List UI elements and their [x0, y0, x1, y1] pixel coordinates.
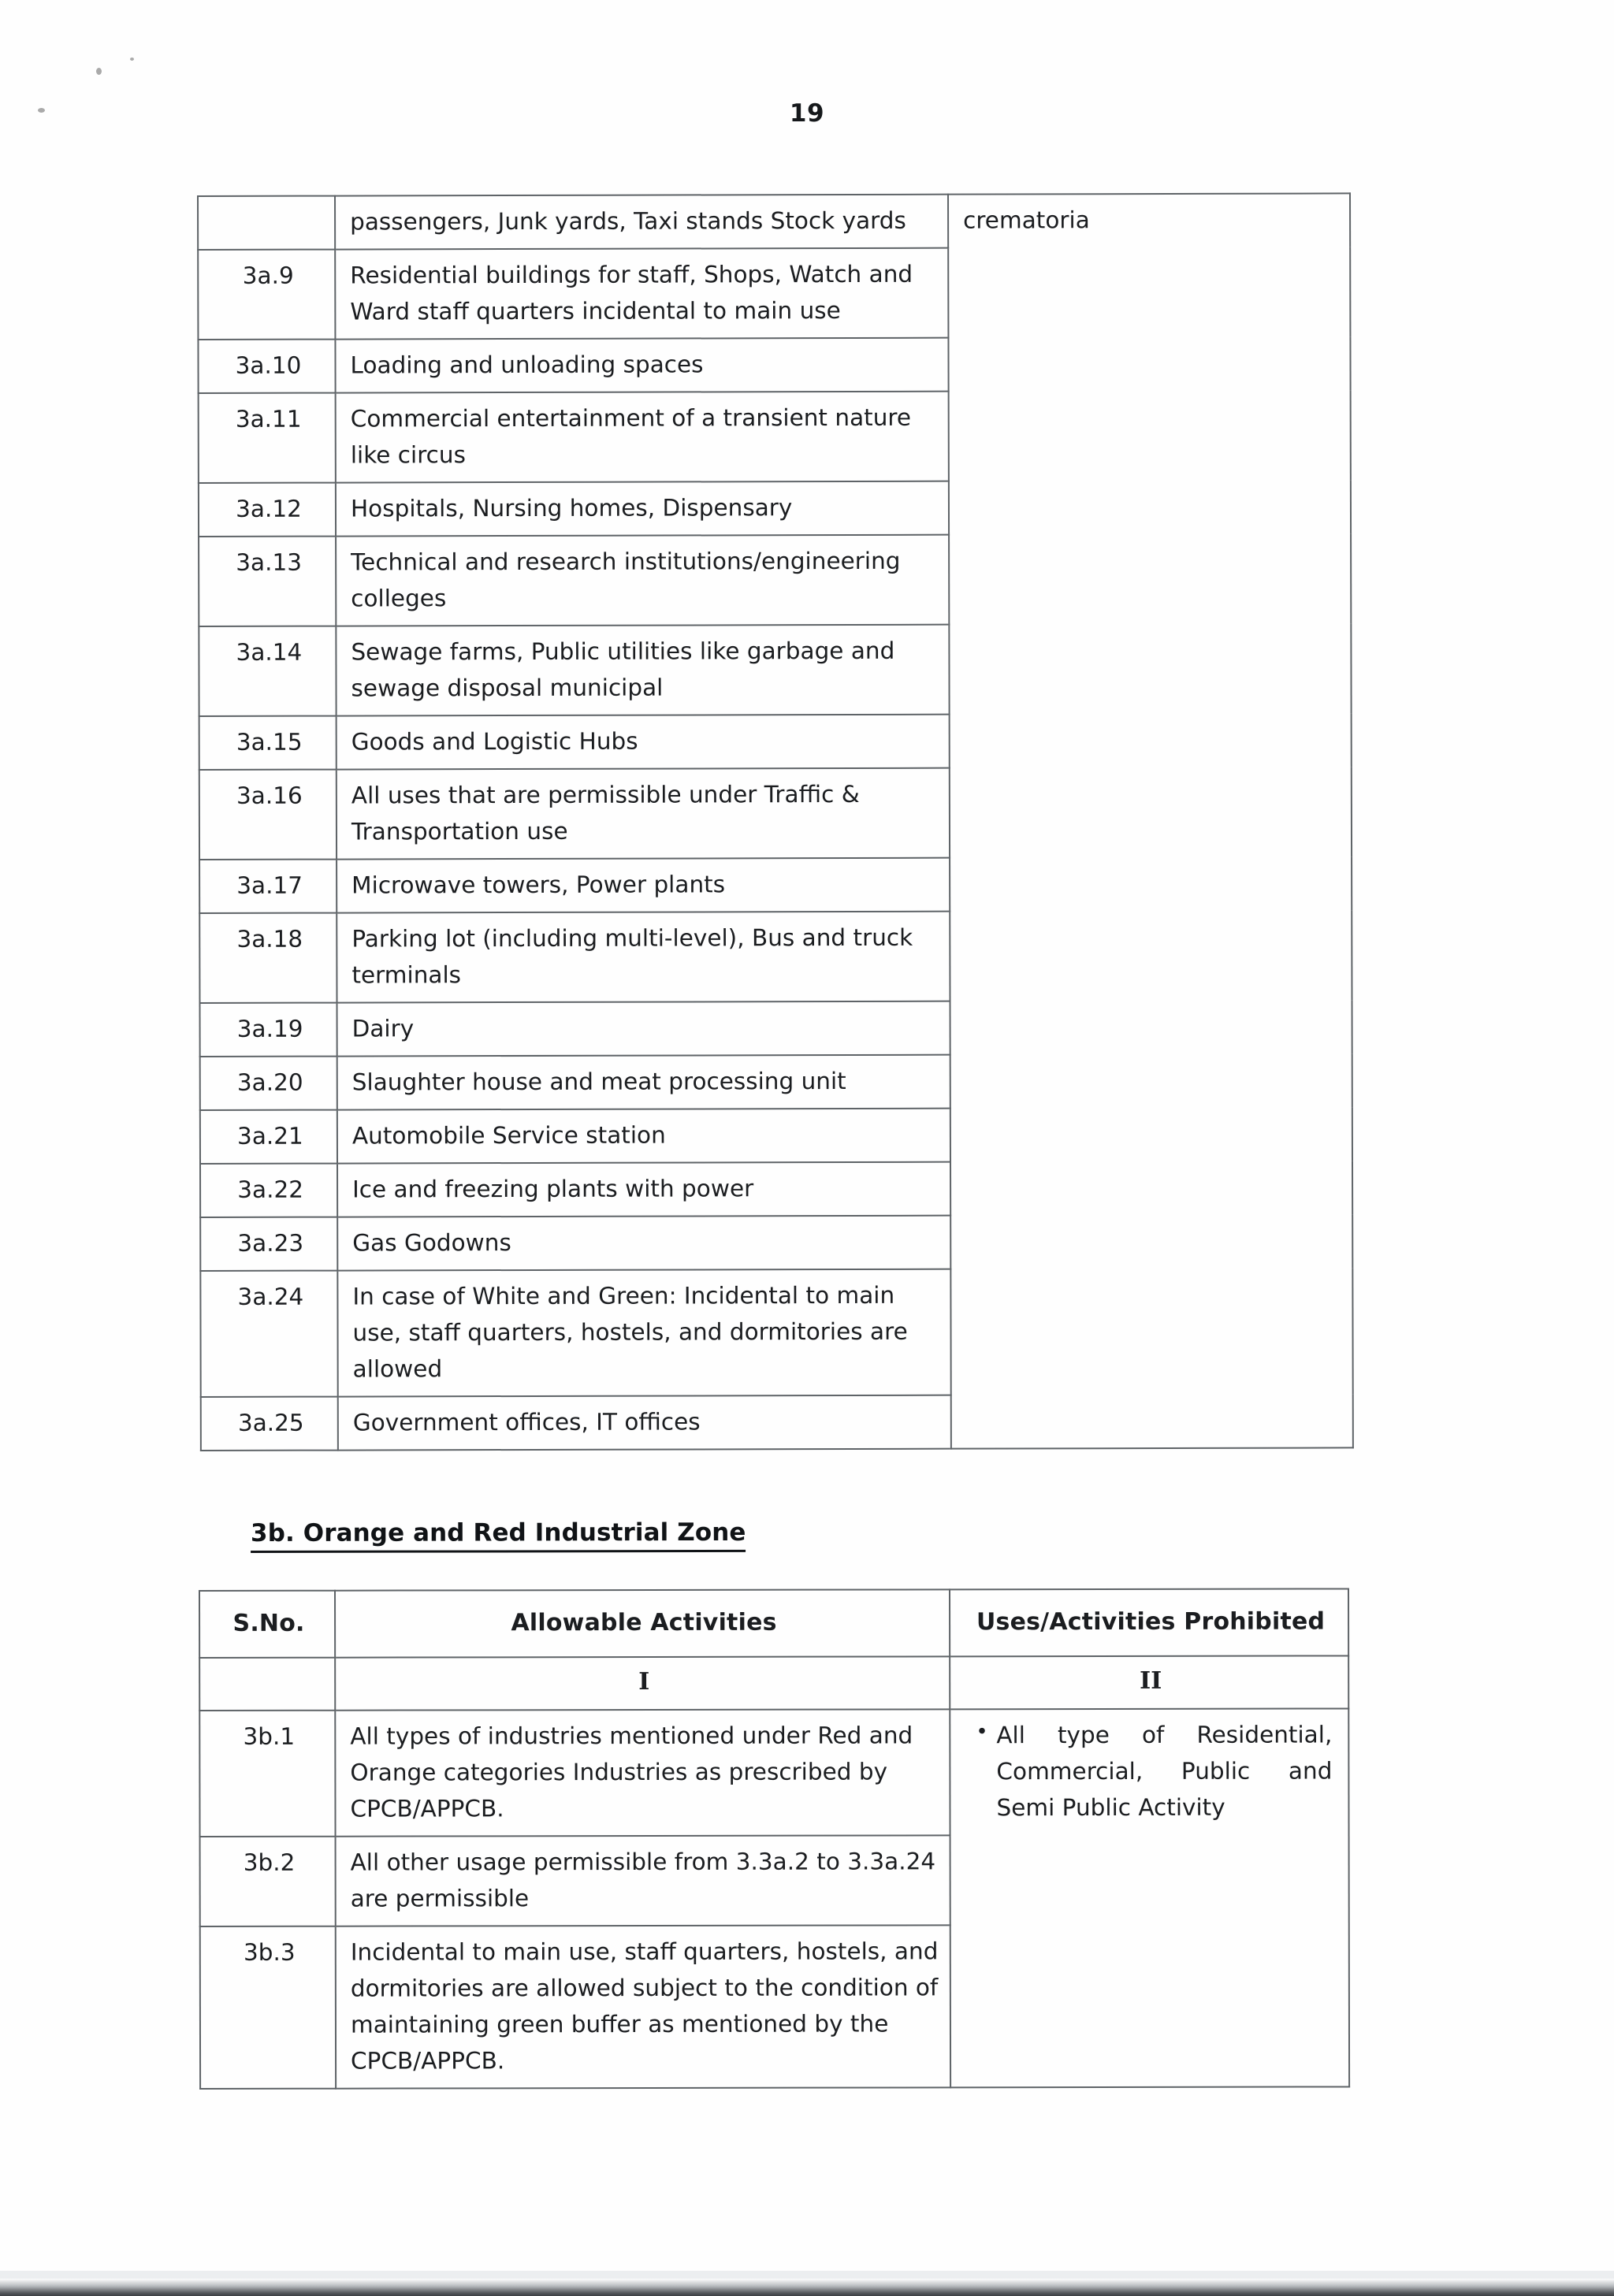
- activity-cell: All types of industries mentioned under Red and Orange categories Industries as prescribed by CPCB/APPCB.: [335, 1709, 950, 1836]
- activity-cell: Residential buildings for staff, Shops, Watch and Ward staff quarters incidental to main use: [335, 248, 948, 340]
- sno-cell: 3a.22: [200, 1164, 337, 1217]
- permissible-uses-table: [197, 192, 1354, 1451]
- sno-cell: 3a.16: [199, 770, 337, 860]
- table-row: [198, 193, 1350, 250]
- activity-cell: Slaughter house and meat processing unit: [337, 1055, 950, 1110]
- activity-cell: Technical and research institutions/engineering colleges: [336, 535, 949, 626]
- prohibited-cell: [950, 1708, 1349, 2087]
- column-header-prohibited: Uses/Activities Prohibited: [950, 1588, 1348, 1656]
- sno-cell: 3a.10: [198, 340, 335, 393]
- sno-cell: 3a.14: [199, 626, 336, 716]
- activity-cell: In case of White and Green: Incidental to main use, staff quarters, hostels, and dormitories are allowed: [337, 1269, 950, 1397]
- sno-cell: 3a.15: [199, 716, 337, 770]
- page-number: 19: [789, 99, 825, 128]
- activity-cell: Dairy: [337, 1001, 950, 1057]
- sno-cell: 3a.25: [201, 1397, 338, 1451]
- activity-cell: Commercial entertainment of a transient nature like circus: [336, 392, 949, 483]
- activity-cell: All other usage permissible from 3.3a.2 to 3.3a.24 are permissible: [336, 1835, 950, 1926]
- activity-cell: Sewage farms, Public utilities like garbage and sewage disposal municipal: [336, 625, 949, 716]
- scan-speck: [96, 68, 102, 75]
- sno-cell: 3a.12: [199, 483, 336, 537]
- sno-cell: 3a.13: [199, 537, 336, 626]
- activity-cell: Automobile Service station: [337, 1109, 950, 1164]
- list-item: • All type of Residential, Commercial, Public and Semi Public Activity: [996, 1716, 1332, 1826]
- sno-cell: 3a.11: [199, 393, 336, 483]
- sno-cell: 3a.21: [200, 1110, 337, 1164]
- table-header-row: [199, 1588, 1348, 1657]
- scan-edge-dark: [0, 2279, 1614, 2296]
- prohibited-cell: crematoria: [948, 193, 1353, 1449]
- activity-cell: All uses that are permissible under Traffic & Transportation use: [337, 768, 950, 860]
- roman-numeral-row: [199, 1655, 1348, 1710]
- sno-cell: 3a.23: [200, 1217, 337, 1271]
- sno-cell: 3a.24: [200, 1271, 337, 1397]
- sno-cell: 3a.18: [199, 913, 337, 1003]
- prohibited-list: [965, 1716, 1337, 1826]
- sno-cell: 3b.1: [199, 1710, 335, 1836]
- activity-cell: Government offices, IT offices: [338, 1395, 951, 1451]
- roman-numeral-allowable: I: [335, 1656, 950, 1710]
- sno-cell: 3a.9: [198, 250, 335, 340]
- sno-cell: 3a.17: [199, 860, 337, 913]
- activity-cell: Microwave towers, Power plants: [337, 858, 950, 913]
- sno-cell: 3b.2: [200, 1836, 336, 1926]
- roman-numeral-prohibited: II: [950, 1655, 1348, 1709]
- activity-cell: passengers, Junk yards, Taxi stands Stock yards: [335, 195, 948, 250]
- activity-cell: Loading and unloading spaces: [335, 338, 948, 393]
- sno-cell: [198, 196, 335, 250]
- sno-cell: 3a.19: [200, 1003, 337, 1057]
- orange-red-industrial-zone-table: [199, 1588, 1350, 2089]
- table-row: [199, 1708, 1348, 1837]
- activity-cell: Goods and Logistic Hubs: [337, 715, 950, 770]
- scan-edge-light: [0, 2271, 1614, 2279]
- scan-speck: [130, 58, 134, 61]
- section-heading: 3b. Orange and Red Industrial Zone: [251, 1518, 746, 1553]
- sno-cell: 3a.20: [200, 1057, 337, 1110]
- activity-cell: Hospitals, Nursing homes, Dispensary: [336, 481, 949, 537]
- activity-cell: Gas Godowns: [337, 1216, 950, 1271]
- sno-cell: 3b.3: [200, 1926, 336, 2088]
- activity-cell: Incidental to main use, staff quarters, hostels, and dormitories are allowed subject to the condition of maintaining green buffer as mentioned by the CPCB/APPCB.: [336, 1925, 950, 2088]
- roman-sno-spacer: [199, 1657, 335, 1710]
- activity-cell: Ice and freezing plants with power: [337, 1162, 950, 1217]
- activity-cell: Parking lot (including multi-level), Bus and truck terminals: [337, 912, 950, 1003]
- column-header-sno: S.No.: [199, 1591, 335, 1658]
- column-header-allowable: Allowable Activities: [335, 1589, 950, 1657]
